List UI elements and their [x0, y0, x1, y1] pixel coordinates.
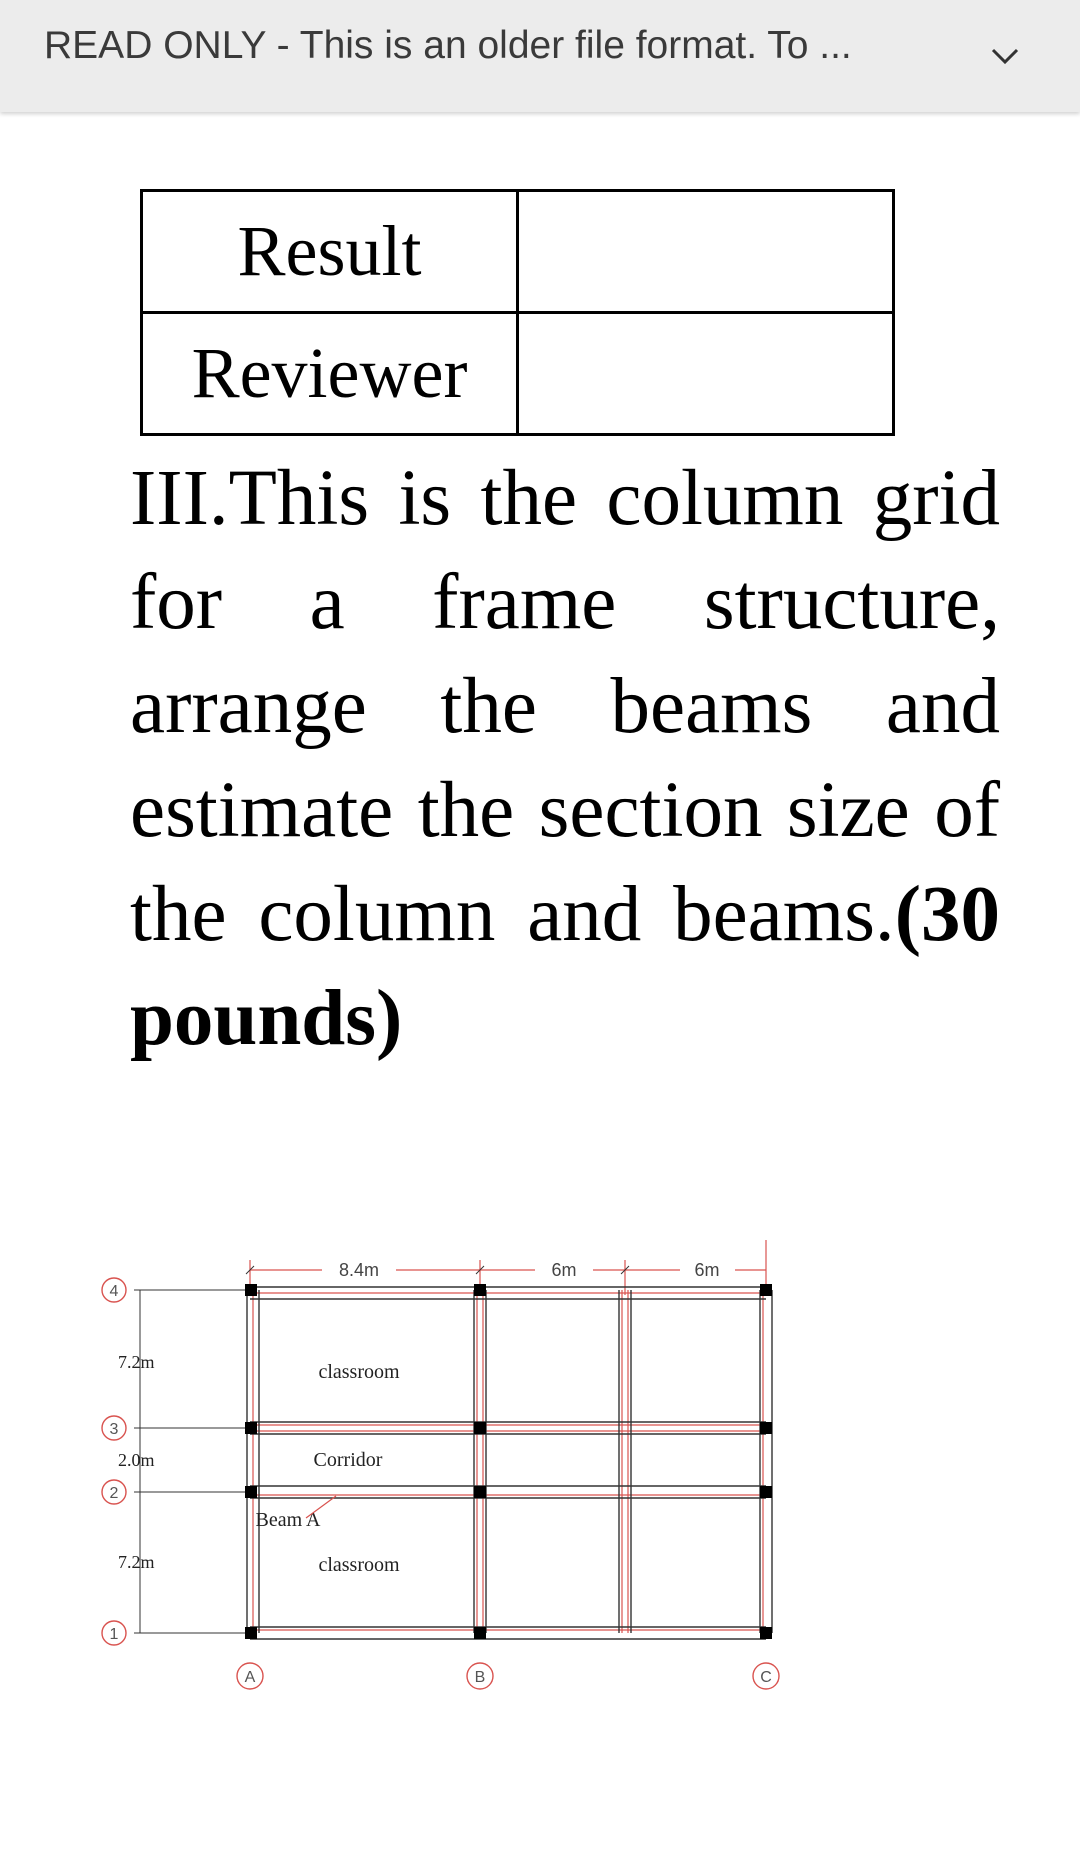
side-dim-1: 7.2m	[118, 1352, 155, 1372]
table-row	[142, 313, 894, 435]
top-dim-1: 8.4m	[338, 1260, 380, 1280]
table-row	[142, 191, 894, 313]
result-value	[518, 191, 894, 313]
axis-2: 2	[109, 1485, 119, 1502]
beam-label: Beam A	[255, 1509, 321, 1531]
reviewer-label: Reviewer	[142, 313, 518, 435]
top-dim-2: 6m	[551, 1260, 577, 1280]
axis-C: C	[760, 1669, 772, 1686]
room-label-top: classroom	[318, 1361, 400, 1383]
beam-leader-line	[306, 1496, 336, 1518]
question-text	[130, 447, 1000, 1071]
question-body: III.This is the column grid for a frame structure, arrange the beams and estimate the section size of the column and beams.	[130, 455, 1000, 958]
axis-B: B	[474, 1669, 486, 1686]
read-only-banner[interactable]	[0, 0, 1080, 112]
result-label: Result	[142, 191, 518, 313]
column-axis-markers	[237, 1663, 779, 1689]
column-grid-plan	[100, 1210, 980, 1770]
banner-text: READ ONLY - This is an older file format. To ...	[44, 24, 852, 67]
axis-3: 3	[109, 1421, 119, 1438]
reviewer-value	[518, 313, 894, 435]
side-dim-3: 7.2m	[118, 1552, 155, 1572]
chevron-down-icon[interactable]	[985, 36, 1025, 76]
room-label-bottom: classroom	[318, 1554, 400, 1576]
question-points: (30 pounds)	[130, 871, 1000, 1062]
room-label-corridor: Corridor	[313, 1449, 383, 1471]
axis-A: A	[244, 1669, 256, 1686]
side-dim-2: 2.0m	[118, 1450, 155, 1470]
axis-4: 4	[109, 1283, 119, 1300]
top-dim-3: 6m	[694, 1260, 720, 1280]
review-table	[140, 189, 895, 436]
axis-1: 1	[109, 1626, 119, 1643]
